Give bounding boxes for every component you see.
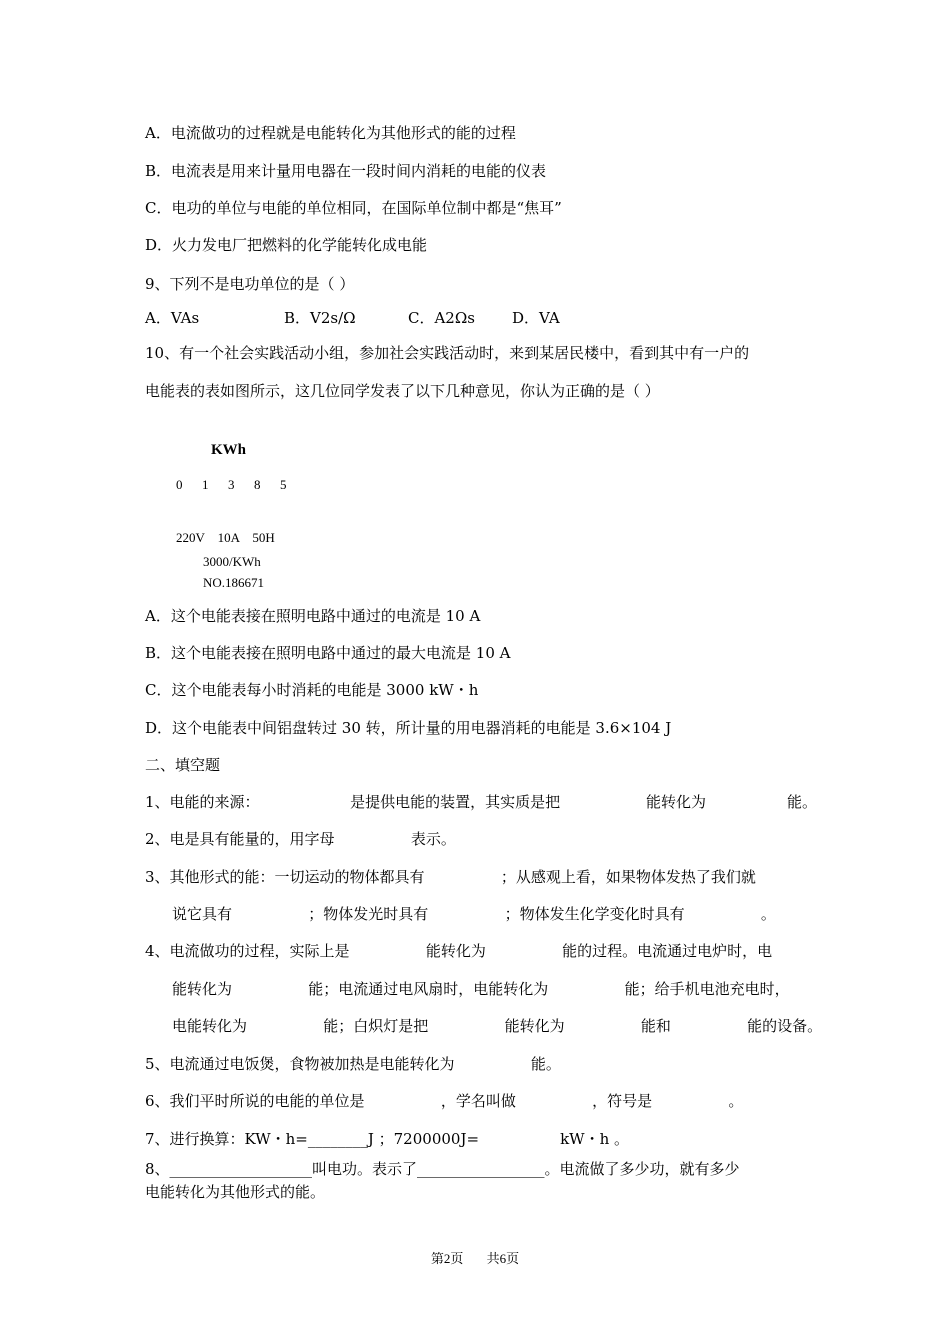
q10-stem-line2: 电能表的表如图所示，这几位同学发表了以下几种意见，你认为正确的是（ ） xyxy=(145,382,660,400)
meter-unit: KWh xyxy=(211,442,247,458)
q9-option-d: D．VA xyxy=(512,309,560,327)
meter-constant: 3000/KWh xyxy=(203,554,261,569)
page-footer xyxy=(0,1248,950,1267)
meter-digit: 1 xyxy=(202,477,209,492)
fill-in-7: 7、进行换算：KW・h=________J ；7200000J= kW・h 。 xyxy=(145,1130,630,1148)
fill-in-8-line2: 电能转化为其他形式的能。 xyxy=(145,1183,326,1201)
page-total: 共6页 xyxy=(486,1251,520,1266)
page-number: 第2页 xyxy=(430,1251,464,1266)
meter-ratings: 220V 10A 50H xyxy=(176,530,275,545)
q10-option-d: D．这个电能表中间铝盘转过 30 转，所计量的用电器消耗的电能是 3.6×104 J xyxy=(145,719,672,737)
fill-in-8-line1: 8、___________________叫电功。表示了_________________。电流做了多少功，就有多少 xyxy=(145,1160,740,1178)
q9-option-a: A．VAs xyxy=(145,309,200,327)
meter-digit: 8 xyxy=(254,477,261,492)
fill-in-6: 6、我们平时所说的电能的单位是 ，学名叫做 ，符号是 。 xyxy=(145,1092,744,1110)
meter-digit: 3 xyxy=(228,477,235,492)
q10-option-a: A．这个电能表接在照明电路中通过的电流是 10 A xyxy=(145,607,481,625)
fill-in-3-line1: 3、其他形式的能：一切运动的物体都具有 ；从感观上看，如果物体发热了我们就 xyxy=(145,868,756,886)
fill-in-4-line2: 能转化为 能；电流通过电风扇时，电能转化为 能；给手机电池充电时， xyxy=(172,980,790,998)
q8-option-b: B．电流表是用来计量用电器在一段时间内消耗的电能的仪表 xyxy=(145,162,547,180)
section-title-fill-in: 二、填空题 xyxy=(145,756,221,774)
fill-in-2: 2、电是具有能量的，用字母 表示。 xyxy=(145,830,456,848)
meter-digits xyxy=(176,477,306,493)
q8-option-d: D．火力发电厂把燃料的化学能转化成电能 xyxy=(145,236,428,254)
q9-option-b: B．V2s/Ω xyxy=(284,309,356,327)
q8-option-a: A．电流做功的过程就是电能转化为其他形式的能的过程 xyxy=(145,124,516,142)
q10-option-b: B．这个电能表接在照明电路中通过的最大电流是 10 A xyxy=(145,644,511,662)
q9-stem: 9、下列不是电功单位的是（ ） xyxy=(145,275,355,293)
fill-in-5: 5、电流通过电饭煲，食物被加热是电能转化为 能。 xyxy=(145,1055,561,1073)
fill-in-4-line1: 4、电流做功的过程，实际上是 能转化为 能的过程。电流通过电炉时，电 xyxy=(145,942,773,960)
q10-stem-line1: 10、有一个社会实践活动小组，参加社会实践活动时，来到某居民楼中，看到其中有一户的 xyxy=(145,344,750,362)
q8-option-c: C．电功的单位与电能的单位相同，在国际单位制中都是“焦耳” xyxy=(145,199,562,217)
q9-option-c: C．A2Ωs xyxy=(408,309,475,327)
meter-digit: 0 xyxy=(176,477,183,492)
fill-in-1: 1、电能的来源： 是提供电能的装置，其实质是把 能转化为 能。 xyxy=(145,793,818,811)
meter-digit: 5 xyxy=(280,477,287,492)
fill-in-3-line2: 说它具有 ；物体发光时具有 ；物体发生化学变化时具有 。 xyxy=(172,905,776,923)
fill-in-4-line3: 电能转化为 能；白炽灯是把 能转化为 能和 能的设备。 xyxy=(172,1017,823,1035)
q10-option-c: C．这个电能表每小时消耗的电能是 3000 kW・h xyxy=(145,681,479,699)
meter-serial: NO.186671 xyxy=(203,575,265,590)
